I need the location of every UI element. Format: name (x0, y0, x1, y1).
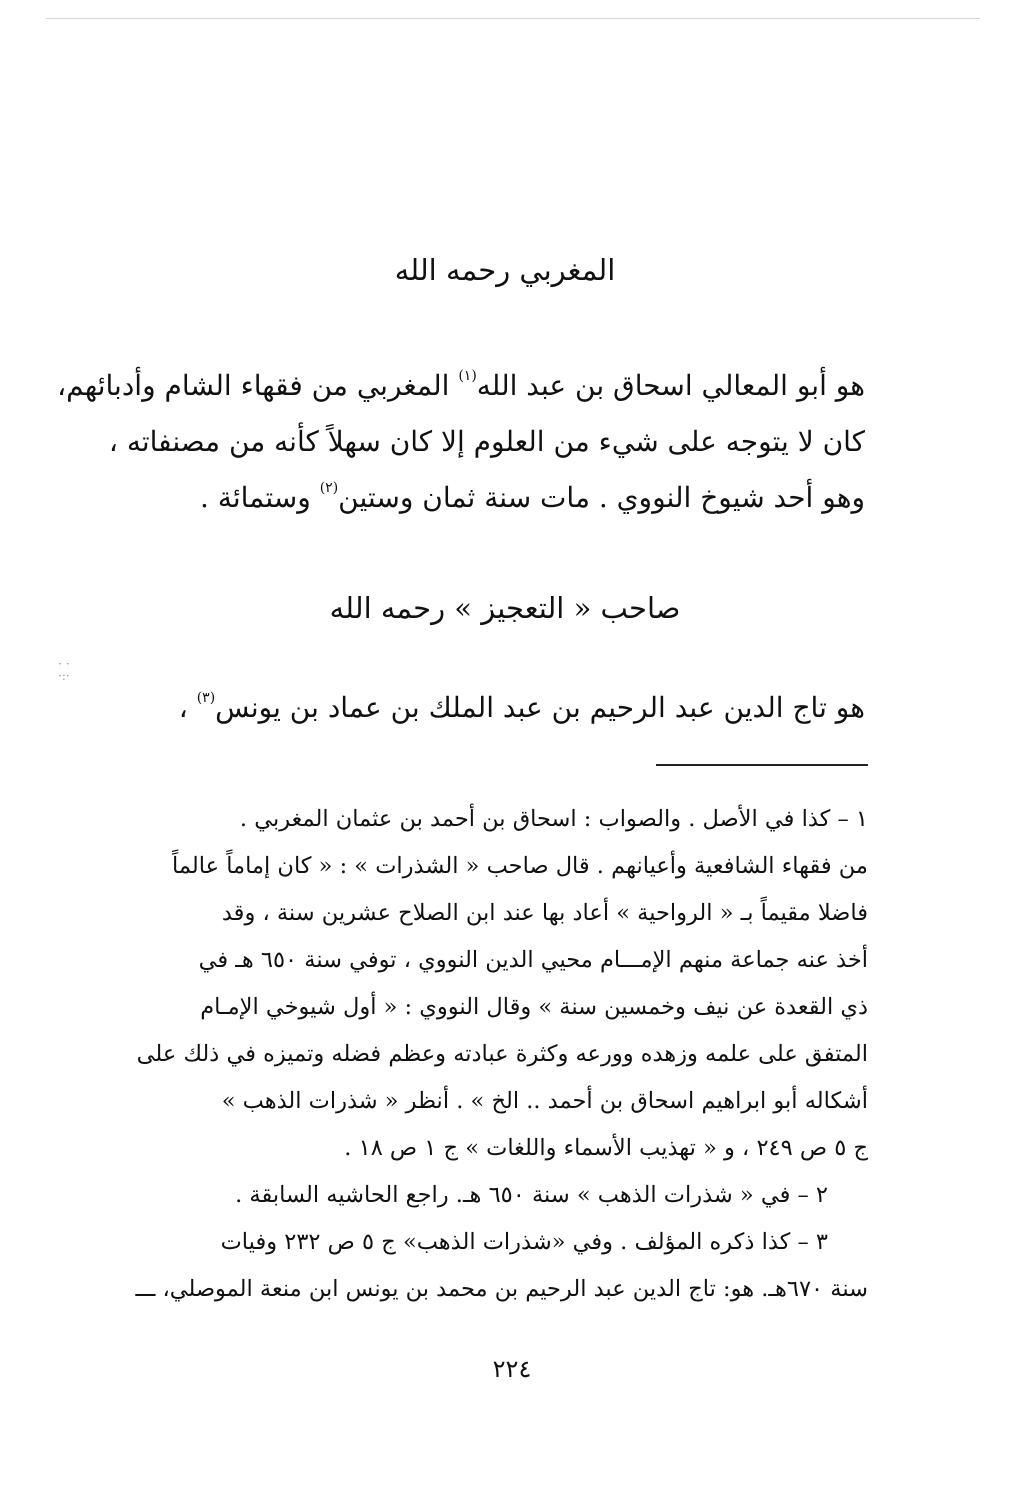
footnote-line: ١ – كذا في الأصل . والصواب : اسحاق بن أحمد بن عثمان المغربي . (239, 806, 868, 832)
section-body-maghribi (57, 358, 865, 526)
page-number: ٢٢٤ (492, 1355, 532, 1383)
footnote-marker-2: (٢) (319, 480, 339, 496)
footnote-line: من فقهاء الشافعية وأعيانهم . قال صاحب « الشذرات » : « كان إماماً عالماً (172, 853, 868, 879)
margin-specks: · · ·:· (58, 657, 70, 683)
footnotes-block (118, 796, 868, 1313)
body-line-2 (108, 414, 865, 470)
text-segment: كان لا يتوجه على شيء من العلوم إلا كان سهلاً كأنه من مصنفاته ، (108, 425, 865, 458)
footnote-line: ٢ – في « شذرات الذهب » سنة ٦٥٠ هـ. راجع الحاشيه السابقة . (235, 1182, 828, 1208)
footnote-line: المتفق على علمه وزهده وورعه وكثرة عبادته وعظم فضله وتميزه في ذلك على (136, 1041, 868, 1067)
text-segment: المغربي من فقهاء الشام وأدبائهم، (57, 369, 459, 402)
section-title-tajiz: صاحب « التعجيز » رحمه الله (329, 591, 681, 625)
footnote-line: فاضلا مقيماً بـ « الرواحية » أعاد بها عند ابن الصلاح عشرين سنة ، وقد (221, 900, 868, 926)
section-title-maghribi: المغربي رحمه الله (394, 253, 616, 287)
footnote-line: ج ٥ ص ٢٤٩ ، و « تهذيب الأسماء واللغات » ج ١ ص ١٨ . (344, 1135, 868, 1161)
text-segment: ، (178, 691, 197, 724)
footnote-line: ٣ – كذا ذكره المؤلف . وفي «شذرات الذهب» ج ٥ ص ٢٣٢ وفيات (220, 1229, 828, 1255)
footnote-line: سنة ٦٧٠هـ. هو: تاج الدين عبد الرحيم بن محمد بن يونس ابن منعة الموصلي، ـــ (135, 1276, 868, 1302)
text-segment: هو تاج الدين عبد الرحيم بن عبد الملك بن عماد بن يونس (215, 691, 865, 724)
text-segment: هو أبو المعالي اسحاق بن عبد الله (476, 369, 865, 402)
footnote-line: أخذ عنه جماعة منهم الإمـــام محيي الدين النووي ، توفي سنة ٦٥٠ هـ في (198, 947, 868, 973)
top-border-line (46, 18, 980, 19)
footnote-marker-1: (١) (458, 368, 477, 384)
footnote-line: أشكاله أبو ابراهيم اسحاق بن أحمد .. الخ » . أنظر « شذرات الذهب » (221, 1088, 868, 1114)
body-line-4 (130, 680, 865, 736)
footnote-separator (656, 764, 868, 766)
footnote-marker-3: (٣) (196, 690, 216, 706)
body-line-1 (57, 358, 865, 414)
text-segment: وستمائة . (200, 481, 320, 514)
body-line-3 (130, 470, 865, 526)
text-segment: وهو أحد شيوخ النووي . مات سنة ثمان وستين (338, 481, 865, 514)
footnote-line: ذي القعدة عن نيف وخمسين سنة » وقال النووي : « أول شيوخي الإمـام (200, 994, 868, 1020)
section-body-tajiz (130, 680, 865, 736)
